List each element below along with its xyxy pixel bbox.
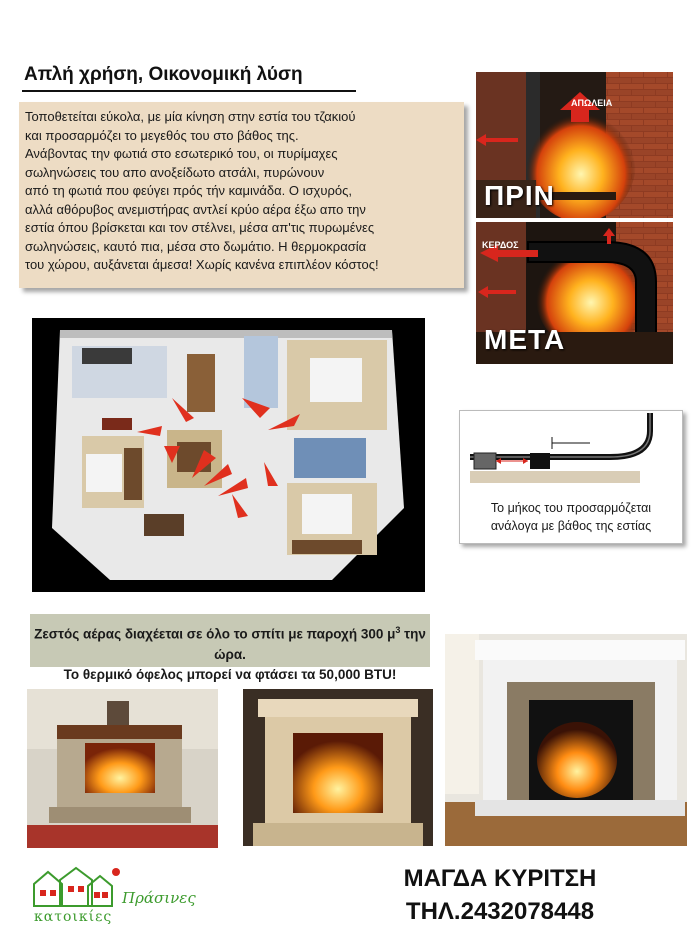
heading-underline <box>22 90 356 92</box>
company-logo <box>30 866 210 926</box>
after-label: ΜΕΤΑ <box>484 324 566 355</box>
banner-cubic-superscript: 3 <box>395 625 401 635</box>
intro-line: και προσαρμόζει το μεγεθός του στο βάθος της. <box>25 127 299 143</box>
logo-word-2: κατοικίες <box>34 909 113 925</box>
intro-line: αλλά αθόρυβος ανεμιστήρας αντλεί κρύο αέρα έξω απο την <box>25 201 366 217</box>
length-adjust-diagram <box>459 410 683 544</box>
before-label: ΠΡΙΝ <box>484 180 555 211</box>
intro-line: σωληνώσεις, καυτό πια, μέσα στο δωμάτιο. Η θερμοκρασία <box>25 238 367 254</box>
floor-plan-image <box>32 318 425 592</box>
diagram-caption <box>464 499 678 535</box>
before-photo <box>476 72 673 218</box>
intro-line: σωληνώσεις του απο ανοξείδωτο ατσάλι, πυρώνουν <box>25 164 325 180</box>
after-photo <box>476 222 673 364</box>
intro-line: Τοποθετείται εύκολα, με μία κίνηση στην εστία του τζακιού <box>25 109 356 124</box>
intro-text-box <box>19 102 464 288</box>
marble-fireplace-illustration <box>243 689 433 846</box>
floor-plan-illustration <box>32 318 425 592</box>
page-heading: Απλή χρήση, Οικονομική λύση <box>24 64 303 85</box>
marble-fireplace-photo <box>243 689 433 846</box>
diagram-caption-line: ανάλογα με βάθος της εστίας <box>490 519 652 533</box>
contact-name: ΜΑΓΔΑ ΚΥΡΙΤΣΗ <box>403 865 597 892</box>
white-mantel-fireplace-photo <box>445 634 687 846</box>
banner-line-1 <box>30 620 430 665</box>
contact-phone[interactable]: ΤΗΛ.2432078448 <box>405 898 595 925</box>
gain-tag: ΚΕΡΔΟΣ <box>482 240 519 250</box>
loss-tag: ΑΠΩΛΕΙΑ <box>571 98 613 108</box>
tube-diagram-illustration <box>460 411 682 496</box>
intro-line: εστία όπου βρίσκεται και τον στέλνει, μέσα απ'τις πυρωμένες <box>25 220 375 235</box>
white-mantel-illustration <box>445 634 687 846</box>
intro-line: από τη φωτιά που φεύγει πρός τήν καμινάδα. Ο ισχυρός, <box>25 183 352 198</box>
banner-line-1-prefix: Ζεστός αέρας διαχέεται σε όλο το σπίτι με παροχή 300 μ <box>34 626 396 642</box>
houses-logo-icon <box>30 866 122 910</box>
intro-line: του χώρου, αυξάνεται άμεσα! Χωρίς κανένα επιπλέον κόστος! <box>25 257 379 272</box>
hot-air-banner <box>30 614 430 682</box>
stone-fireplace-photo <box>27 689 218 848</box>
diagram-caption-line: Το μήκος του προσαρμόζεται <box>490 501 652 515</box>
banner-line-1-suffix: την ώρα. <box>214 626 426 662</box>
intro-line: Ανάβοντας την φωτιά στο εσωτερικό του, οι πυρίμαχες <box>25 146 338 161</box>
logo-word-1: Πράσινες <box>122 889 196 907</box>
banner-line-2: Το θερμικό όφελος μπορεί να φτάσει τα 50,000 BTU! <box>63 666 397 682</box>
stone-fireplace-illustration <box>27 689 218 848</box>
